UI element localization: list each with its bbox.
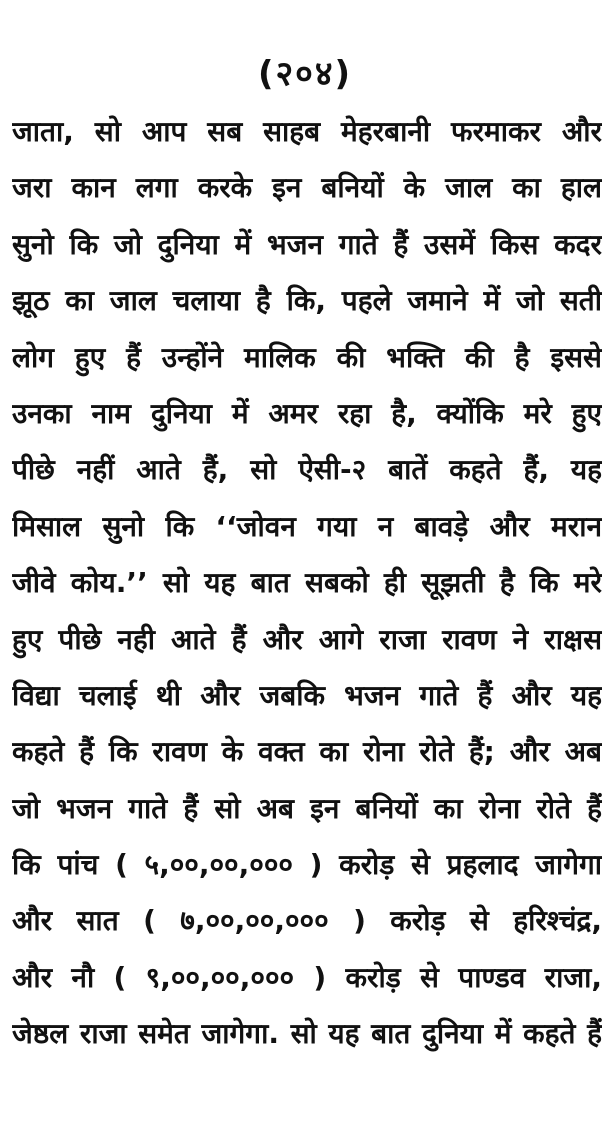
text-line: मिसाल सुनो कि ‘‘जोवन गया न बावड़े और मरान	[12, 509, 602, 543]
text-line: कि पांच ( ५,००,००,००० ) करोड़ से प्रहलाद जागेगा	[12, 848, 602, 882]
page-number: (२०४)	[257, 54, 353, 94]
text-line: पीछे नहीं आते हैं, सो ऐसी-२ बातें कहते हैं, यह	[12, 453, 602, 487]
body-text	[12, 104, 602, 1063]
text-line: विद्या चलाई थी और जबकि भजन गाते हैं और यह	[12, 678, 602, 712]
text-line: जीवे कोय.’’ सो यह बात सबको ही सूझती है कि मरे	[12, 566, 602, 600]
text-line: और नौ ( ९,००,००,००० ) करोड़ से पाण्डव राजा,	[12, 960, 602, 994]
text-line: कहते हैं कि रावण के वक्त का रोना रोते हैं; और अब	[12, 735, 602, 769]
text-line: झूठ का जाल चलाया है कि, पहले जमाने में जो सती	[12, 284, 602, 318]
text-line: जरा कान लगा करके इन बनियों के जाल का हाल	[12, 171, 602, 205]
text-line: जाता, सो आप सब साहब मेहरबानी फरमाकर और	[12, 115, 602, 148]
text-line: लोग हुए हैं उन्होंने मालिक की भक्ति की है इससे	[12, 340, 602, 374]
text-line: जेष्ठल राजा समेत जागेगा. सो यह बात दुनिया में कहते हैं	[12, 1017, 602, 1051]
text-line: जो भजन गाते हैं सो अब इन बनियों का रोना रोते हैं	[12, 791, 602, 825]
text-line: हुए पीछे नही आते हैं और आगे राजा रावण ने राक्षस	[12, 622, 602, 656]
text-line: सुनो कि जो दुनिया में भजन गाते हैं उसमें किस कदर	[12, 227, 602, 261]
text-line: उनका नाम दुनिया में अमर रहा है, क्योंकि मरे हुए	[12, 396, 602, 430]
text-line: और सात ( ७,००,००,००० ) करोड़ से हरिश्चंद्र,	[12, 904, 602, 938]
